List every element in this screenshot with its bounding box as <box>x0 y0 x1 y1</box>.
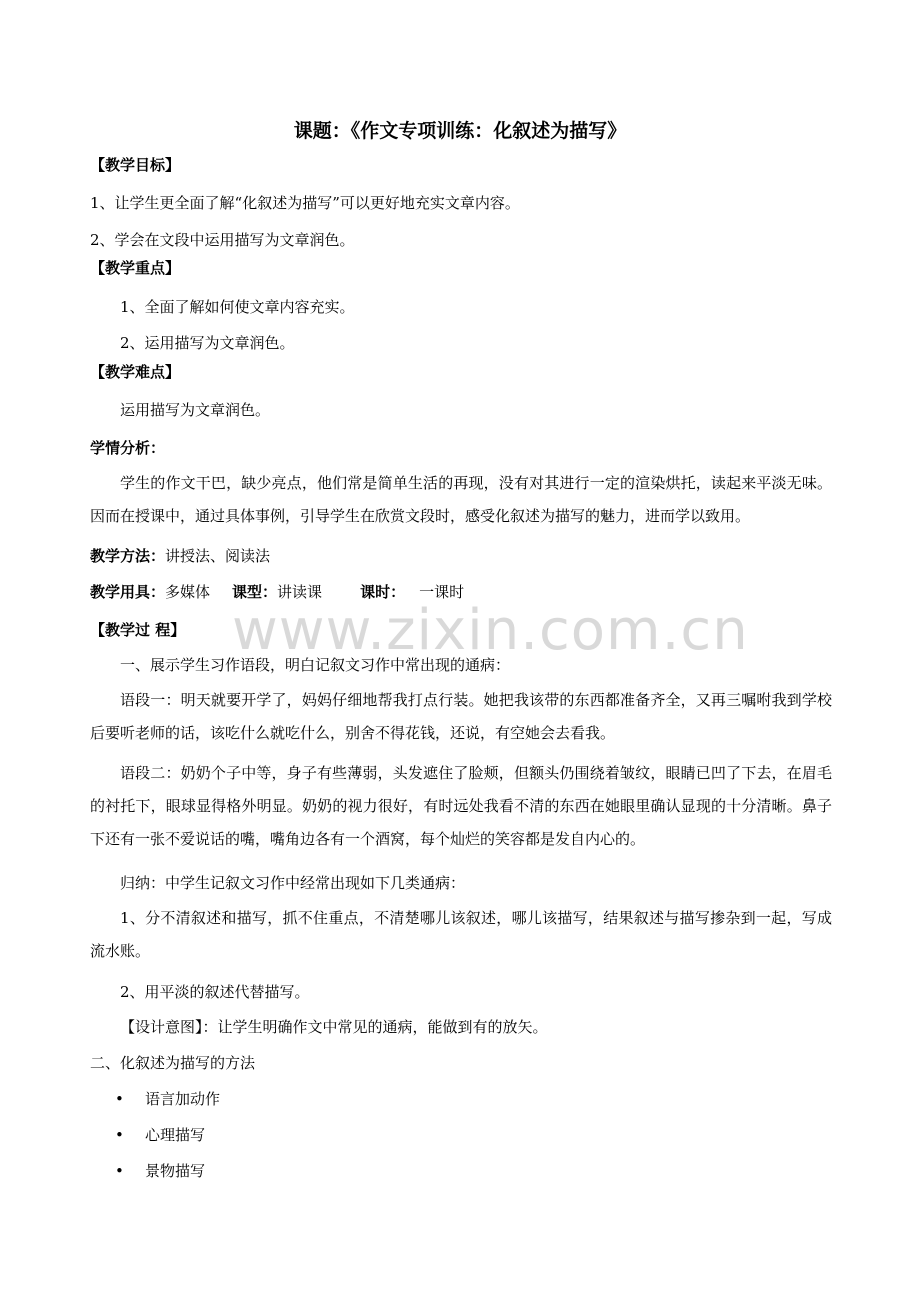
difficulties-header: 【教学难点】 <box>90 363 181 381</box>
process-step-2: 二、化叙述为描写的方法 <box>90 1054 256 1072</box>
tools-label: 教学用具： <box>90 583 166 601</box>
bullet-text: 心理描写 <box>145 1126 206 1144</box>
key-point-1: 1、全面了解如何使文章内容充实。 <box>120 298 355 316</box>
bullet-dot-icon: • <box>115 1162 124 1180</box>
goals-header: 【教学目标】 <box>90 156 181 174</box>
bullet-item <box>115 1125 205 1145</box>
difficulty-item-1: 运用描写为文章润色。 <box>120 401 271 419</box>
tools-value: 多媒体 <box>165 583 211 601</box>
example-paragraph-1: 语段一：明天就要开学了，妈妈仔细地帮我打点行装。她把我该带的东西都准备齐全，又再三嘱咐我到学校后要听老师的话，该吃什么就吃什么，别舍不得花钱，还说，有空她会去看我。 <box>90 691 832 742</box>
bullet-text: 景物描写 <box>145 1162 206 1180</box>
bullet-item <box>115 1161 205 1181</box>
hours-label: 课时： <box>360 583 406 601</box>
key-point-2: 2、运用描写为文章润色。 <box>120 334 295 352</box>
type-label: 课型： <box>232 583 278 601</box>
hours-value: 一课时 <box>419 583 465 601</box>
analysis-header: 学情分析： <box>90 439 166 457</box>
design-intent: 【设计意图】：让学生明确作文中常见的通病，能做到有的放矢。 <box>120 1018 548 1036</box>
bullet-text: 语言加动作 <box>145 1090 221 1108</box>
problem-item-1: 1、分不清叙述和描写，抓不住重点，不清楚哪儿该叙述，哪儿该描写，结果叙述与描写掺杂到一起，写成流水账。 <box>90 909 832 960</box>
type-value: 讲读课 <box>277 583 323 601</box>
bullet-dot-icon: • <box>115 1126 124 1144</box>
method-line <box>90 546 270 566</box>
key-points-header: 【教学重点】 <box>90 259 181 277</box>
goal-item-1: 1、让学生更全面了解“化叙述为描写”可以更好地充实文章内容。 <box>90 194 520 212</box>
example-paragraph-2: 语段二：奶奶个子中等，身子有些薄弱，头发遮住了脸颊，但额头仍围绕着皱纹，眼睛已凹了下去，在眉毛的衬托下，眼球显得格外明显。奶奶的视力很好，有时远处我看不清的东西在她眼里确认显现的十分清晰。鼻子下还有一张不爱说话的嘴，嘴角边各有一个酒窝，每个灿烂的笑容都是发自内心的。 <box>90 764 832 848</box>
method-value: 讲授法、阅读法 <box>165 547 271 565</box>
process-header: 【教学过 程】 <box>90 621 186 639</box>
bullet-dot-icon: • <box>115 1090 124 1108</box>
goal-item-2: 2、学会在文段中运用描写为文章润色。 <box>90 231 355 249</box>
process-step-1: 一、展示学生习作语段，明白记叙文习作中常出现的通病： <box>120 656 511 674</box>
method-label: 教学方法： <box>90 547 166 565</box>
summary-line: 归纳：中学生记叙文习作中经常出现如下几类通病： <box>120 874 466 892</box>
analysis-paragraph: 学生的作文干巴，缺少亮点，他们常是简单生活的再现，没有对其进行一定的渲染烘托，读起来平淡无味。因而在授课中，通过具体事例，引导学生在欣赏文段时，感受化叙述为描写的魅力，进而学以致用。 <box>90 474 832 525</box>
bullet-item <box>115 1089 220 1109</box>
tools-line <box>90 582 464 602</box>
document-title: 课题：《作文专项训练：化叙述为描写》 <box>293 120 627 142</box>
problem-item-2: 2、用平淡的叙述代替描写。 <box>120 983 310 1001</box>
watermark: www.zixin.com.cn <box>232 598 749 663</box>
